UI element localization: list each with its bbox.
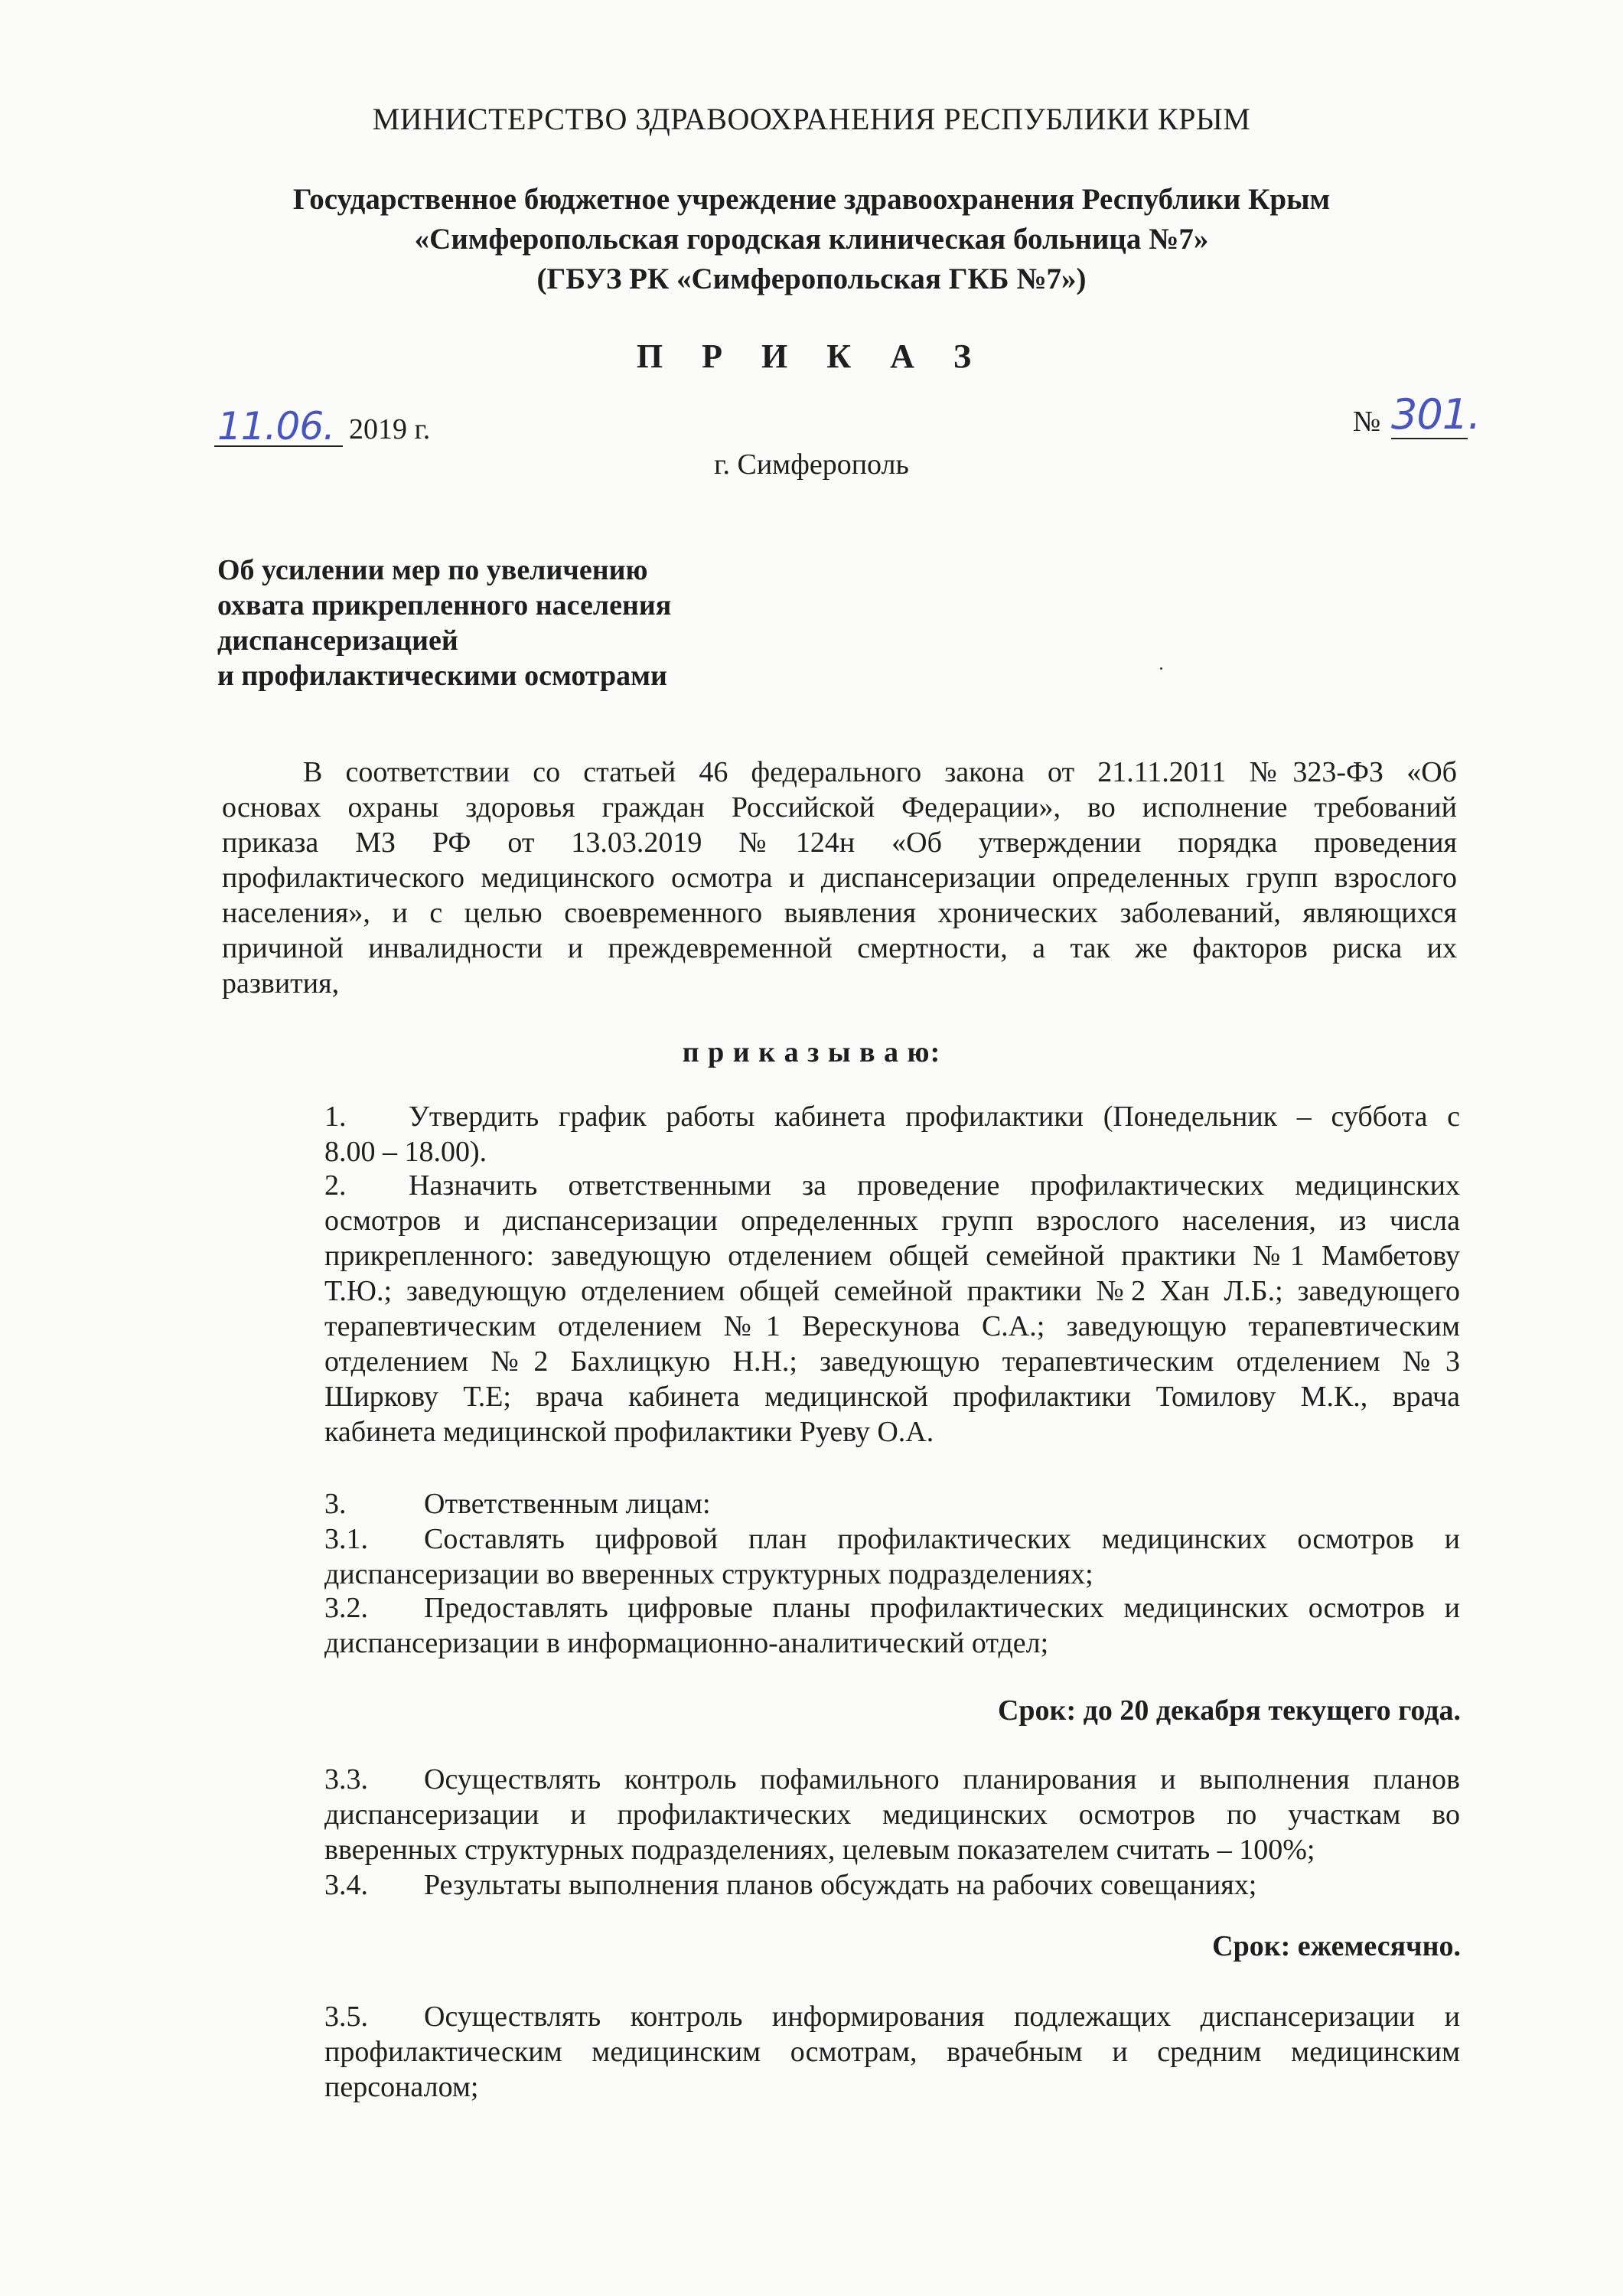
item3-4-line [324, 1867, 1256, 1903]
institution-name-line2: «Симферопольская городская клиническая больница №7» [414, 223, 1209, 256]
item3-5-text: Осуществлять контроль информирования подлежащих диспансеризации и [424, 2001, 1460, 2033]
subject-line3: диспансеризацией [217, 625, 458, 657]
subject-line2: охвата прикрепленного населения [217, 589, 672, 621]
item2-line7: Ширкову Т.Е; врача кабинета медицинской профилактики Томилову М.К., врача [324, 1381, 1460, 1413]
item3-3-line3: вверенных структурных подразделениях, целевым показателем считать – 100%; [324, 1834, 1315, 1866]
item3-line [324, 1486, 711, 1521]
item3-2-text: Предоставлять цифровые планы профилактических медицинских осмотров и [424, 1592, 1460, 1624]
item2-line3: прикрепленного: заведующую отделением общей семейной практики №1 Мамбетову [324, 1240, 1460, 1272]
item3-4-number: 3.4. [324, 1869, 368, 1901]
preamble-line2: основах охраны здоровья граждан Российской Федерации», во исполнение требований [222, 791, 1457, 823]
item3-2-number: 3.2. [324, 1592, 368, 1624]
date-handwritten: 11.06. [217, 404, 335, 448]
item2-line1 [324, 1168, 1460, 1203]
item3-3-line1 [324, 1762, 1460, 1797]
item3-3-number: 3.3. [324, 1763, 368, 1795]
item2-text: Назначить ответственными за проведение профилактических медицинских [409, 1169, 1460, 1202]
institution-name-line1: Государственное бюджетное учреждение здравоохранения Республики Крым [292, 183, 1331, 216]
order-number-label: № [1353, 406, 1381, 438]
item3-5-line2: профилактическим медицинским осмотрам, врачебным и средним медицинским [324, 2036, 1460, 2068]
item2-line4: Т.Ю.; заведующую отделением общей семейной практики №2 Хан Л.Б.; заведующего [324, 1275, 1460, 1307]
command-heading: п р и к а з ы в а ю: [682, 1036, 941, 1068]
deadline-2: Срок: ежемесячно. [1212, 1930, 1461, 1962]
ministry-heading: МИНИСТЕРСТВО ЗДРАВООХРАНЕНИЯ РЕСПУБЛИКИ КРЫМ [372, 102, 1251, 136]
item3-3-text: Осуществлять контроль пофамильного планирования и выполнения планов [424, 1763, 1460, 1795]
item3-1-line1 [324, 1521, 1460, 1557]
item3-text: Ответственным лицам: [424, 1488, 711, 1520]
item1-line1 [324, 1099, 1460, 1134]
item3-2-line1 [324, 1590, 1460, 1626]
item3-5-line3: персоналом; [324, 2071, 479, 2103]
number-field [1391, 390, 1481, 439]
preamble-line4: профилактического медицинского осмотра и диспансеризации определенных групп взрослого [222, 862, 1457, 894]
item1-text: Утвердить график работы кабинета профилактики (Понедельник – суббота с [409, 1101, 1460, 1133]
item3-1-text: Составлять цифровой план профилактических медицинских осмотров и [424, 1523, 1460, 1555]
preamble-line3: приказа МЗ РФ от 13.03.2019 №124н «Об утверждении порядка проведения [222, 827, 1457, 859]
subject-line4: и профилактическими осмотрами [217, 660, 667, 692]
item3-5-number: 3.5. [324, 2001, 368, 2033]
order-year: 2019 г. [349, 413, 431, 445]
preamble-line5: населения», и с целью своевременного выявления хронических заболеваний, являющихся [222, 897, 1457, 929]
item3-3-line2: диспансеризации и профилактических медицинских осмотров по участкам во [324, 1799, 1460, 1831]
preamble-line6: причиной инвалидности и преждевременной смертности, а так же факторов риска их [222, 932, 1457, 964]
item3-1-number: 3.1. [324, 1523, 368, 1555]
preamble-line7: развития, [222, 967, 340, 1000]
item2-line2: осмотров и диспансеризации определенных групп взрослого населения, из числа [324, 1205, 1460, 1237]
item3-2-line2: диспансеризации в информационно-аналитический отдел; [324, 1627, 1049, 1659]
item2-number: 2. [324, 1169, 347, 1202]
deadline-1: Срок: до 20 декабря текущего года. [997, 1694, 1461, 1727]
item3-number: 3. [324, 1488, 347, 1520]
city: г. Симферополь [714, 448, 909, 481]
subject-line1: Об усилении мер по увеличению [217, 554, 648, 586]
item1-line2: 8.00 – 18.00). [324, 1136, 487, 1168]
item2-line5: терапевтическим отделением №1 Верескунова С.А.; заведующую терапевтическим [324, 1310, 1460, 1342]
number-handwritten: 301. [1391, 390, 1481, 439]
date-field [214, 404, 343, 447]
item3-5-line1 [324, 1999, 1460, 2034]
preamble-line1: В соответствии со статьей 46 федерального закона от 21.11.2011 №323-ФЗ «Об [303, 756, 1457, 788]
item2-line6: отделением №2 Бахлицкую Н.Н.; заведующую терапевтическим отделением №3 [324, 1345, 1460, 1378]
scan-speck [1160, 667, 1162, 670]
item2-line8: кабинета медицинской профилактики Руеву О.А. [324, 1416, 934, 1448]
item1-number: 1. [324, 1101, 347, 1133]
item3-4-text: Результаты выполнения планов обсуждать на рабочих совещаниях; [424, 1869, 1257, 1901]
institution-name-line3: (ГБУЗ РК «Симферопольская ГКБ №7») [536, 263, 1087, 295]
item3-1-line2: диспансеризации во вверенных структурных подразделениях; [324, 1558, 1093, 1590]
order-title: П Р И К А З [636, 338, 987, 375]
